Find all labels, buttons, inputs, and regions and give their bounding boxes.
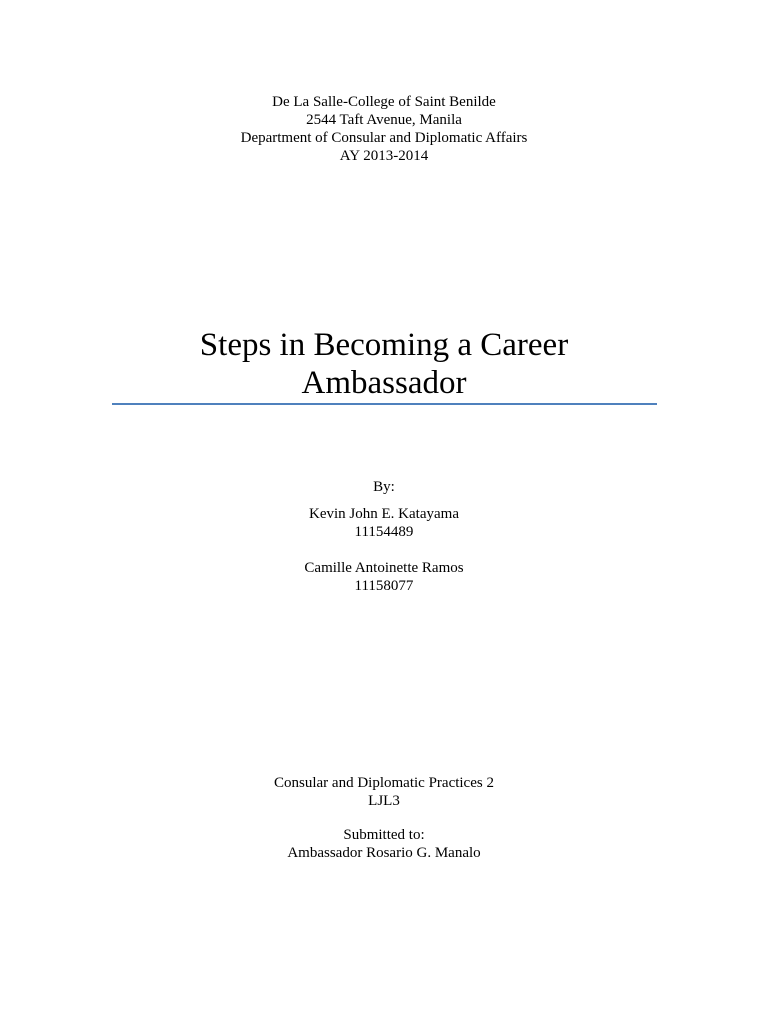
course-section: LJL3 — [368, 793, 400, 809]
institution-address: 2544 Taft Avenue, Manila — [306, 112, 462, 128]
course-name: Consular and Diplomatic Practices 2 — [274, 775, 494, 791]
institution-header — [0, 93, 768, 165]
title-line-1: Steps in Becoming a Career — [199, 327, 569, 363]
document-title — [0, 326, 768, 402]
by-label: By: — [373, 479, 395, 495]
author-name: Kevin John E. Katayama — [309, 506, 459, 522]
department-name: Department of Consular and Diplomatic Affairs — [240, 130, 528, 146]
author-name: Camille Antoinette Ramos — [304, 560, 464, 576]
author-entry — [0, 505, 768, 541]
submitted-to-label: Submitted to: — [343, 827, 425, 843]
academic-year: AY 2013-2014 — [339, 148, 429, 164]
title-line-2: Ambassador — [301, 365, 467, 401]
submission-recipient: Ambassador Rosario G. Manalo — [287, 845, 481, 861]
submission-info — [0, 826, 768, 862]
author-id: 11154489 — [354, 524, 414, 540]
course-info — [0, 774, 768, 810]
institution-name: De La Salle-College of Saint Benilde — [272, 94, 496, 110]
author-entry — [0, 559, 768, 595]
title-underline-rule — [112, 403, 657, 405]
by-label-block — [0, 478, 768, 496]
author-id: 11158077 — [354, 578, 414, 594]
